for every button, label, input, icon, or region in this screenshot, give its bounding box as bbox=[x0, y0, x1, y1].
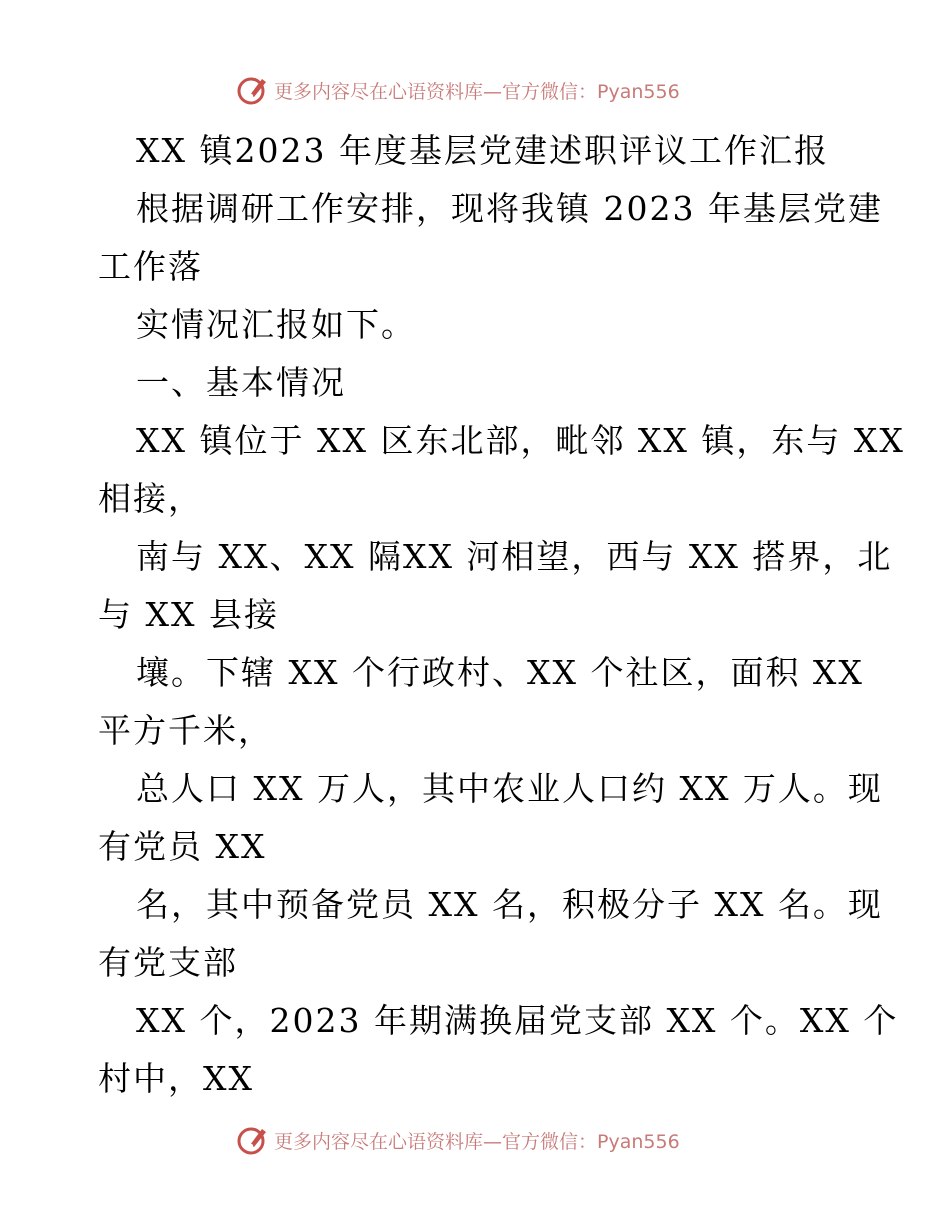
paragraph-line: 根据调研工作安排，现将我镇 2023 年基层党建 bbox=[136, 189, 883, 228]
pen-nib-logo-icon bbox=[236, 73, 270, 107]
pen-nib-logo-icon bbox=[236, 1123, 270, 1157]
paragraph-line: 有党员 XX bbox=[98, 827, 267, 866]
paragraph-line: XX 个，2023 年期满换届党支部 XX 个。XX 个 bbox=[136, 1001, 899, 1040]
watermark-text: 更多内容尽在心语资料库—官方微信：Pyan556 bbox=[274, 1130, 680, 1153]
paragraph-line: 南与 XX、XX 隔XX 河相望，西与 XX 搭界，北 bbox=[136, 537, 893, 576]
paragraph-line: 工作落 bbox=[98, 247, 203, 286]
paragraph-line: 壤。下辖 XX 个行政村、XX 个社区，面积 XX bbox=[136, 653, 864, 692]
document-title: XX 镇2023 年度基层党建述职评议工作汇报 bbox=[136, 131, 829, 170]
paragraph-line: 实情况汇报如下。 bbox=[136, 305, 416, 344]
paragraph-line: 名，其中预备党员 XX 名，积极分子 XX 名。现 bbox=[136, 885, 883, 924]
paragraph-line: 平方千米， bbox=[98, 711, 273, 750]
watermark-text: 更多内容尽在心语资料库—官方微信：Pyan556 bbox=[274, 80, 680, 103]
paragraph-line: 村中，XX bbox=[98, 1059, 254, 1098]
paragraph-line: XX 镇位于 XX 区东北部，毗邻 XX 镇，东与 XX bbox=[136, 421, 905, 460]
paragraph-line: 相接， bbox=[98, 479, 203, 518]
document-body bbox=[98, 122, 905, 1108]
watermark-footer bbox=[236, 1122, 716, 1158]
paragraph-line: 总人口 XX 万人，其中农业人口约 XX 万人。现 bbox=[136, 769, 883, 808]
paragraph-line: 与 XX 县接 bbox=[98, 595, 279, 634]
watermark-header bbox=[236, 72, 716, 108]
paragraph-line: 有党支部 bbox=[98, 943, 238, 982]
section-heading: 一、基本情况 bbox=[136, 363, 346, 402]
